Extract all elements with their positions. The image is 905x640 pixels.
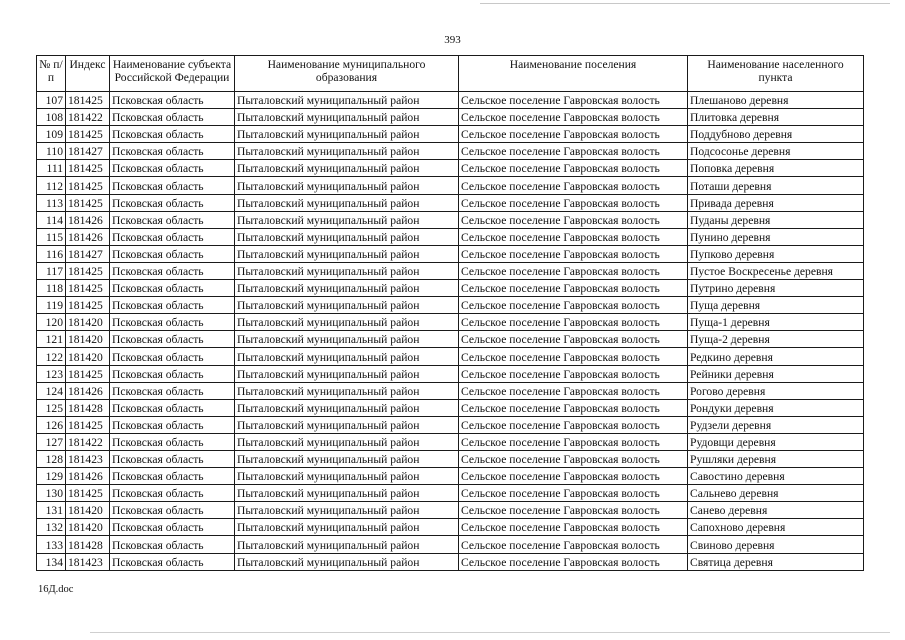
- page-number: 393: [444, 34, 461, 46]
- cell-subject: Псковская область: [110, 399, 235, 416]
- table-row: [37, 450, 864, 467]
- cell-settlement: Сельское поселение Гавровская волость: [459, 536, 688, 553]
- scan-artifact-bottom: [90, 632, 890, 633]
- cell-subject: Псковская область: [110, 160, 235, 177]
- table-row: [37, 92, 864, 109]
- cell-locality: Рогово деревня: [688, 382, 864, 399]
- cell-index: 181427: [66, 245, 110, 262]
- cell-settlement: Сельское поселение Гавровская волость: [459, 160, 688, 177]
- file-name: 16Д.doc: [38, 584, 74, 595]
- cell-subject: Псковская область: [110, 485, 235, 502]
- table-row: [37, 280, 864, 297]
- cell-locality: Пуща деревня: [688, 297, 864, 314]
- cell-subject: Псковская область: [110, 245, 235, 262]
- cell-municipality: Пыталовский муниципальный район: [235, 416, 459, 433]
- table-row: [37, 245, 864, 262]
- cell-index: 181423: [66, 553, 110, 570]
- cell-index: 181425: [66, 485, 110, 502]
- cell-subject: Псковская область: [110, 297, 235, 314]
- cell-locality: Поддубново деревня: [688, 126, 864, 143]
- cell-settlement: Сельское поселение Гавровская волость: [459, 450, 688, 467]
- cell-municipality: Пыталовский муниципальный район: [235, 314, 459, 331]
- cell-locality: Савостино деревня: [688, 468, 864, 485]
- cell-settlement: Сельское поселение Гавровская волость: [459, 468, 688, 485]
- cell-number: 107: [37, 92, 66, 109]
- cell-subject: Псковская область: [110, 450, 235, 467]
- table-row: [37, 177, 864, 194]
- table-row: [37, 348, 864, 365]
- table-row: [37, 433, 864, 450]
- cell-municipality: Пыталовский муниципальный район: [235, 92, 459, 109]
- cell-settlement: Сельское поселение Гавровская волость: [459, 433, 688, 450]
- cell-municipality: Пыталовский муниципальный район: [235, 519, 459, 536]
- cell-subject: Псковская область: [110, 519, 235, 536]
- cell-municipality: Пыталовский муниципальный район: [235, 365, 459, 382]
- cell-subject: Псковская область: [110, 416, 235, 433]
- cell-number: 123: [37, 365, 66, 382]
- cell-index: 181427: [66, 143, 110, 160]
- cell-settlement: Сельское поселение Гавровская волость: [459, 109, 688, 126]
- cell-number: 128: [37, 450, 66, 467]
- cell-index: 181420: [66, 348, 110, 365]
- cell-municipality: Пыталовский муниципальный район: [235, 143, 459, 160]
- cell-settlement: Сельское поселение Гавровская волость: [459, 416, 688, 433]
- table-body: [37, 92, 864, 571]
- cell-number: 118: [37, 280, 66, 297]
- cell-subject: Псковская область: [110, 348, 235, 365]
- header-settlement: Наименование поселения: [459, 56, 688, 92]
- cell-subject: Псковская область: [110, 228, 235, 245]
- cell-subject: Псковская область: [110, 109, 235, 126]
- table-row: [37, 468, 864, 485]
- cell-subject: Псковская область: [110, 468, 235, 485]
- cell-number: 129: [37, 468, 66, 485]
- header-index: Индекс: [66, 56, 110, 92]
- cell-index: 181426: [66, 468, 110, 485]
- table-row: [37, 519, 864, 536]
- cell-municipality: Пыталовский муниципальный район: [235, 553, 459, 570]
- cell-settlement: Сельское поселение Гавровская волость: [459, 331, 688, 348]
- cell-subject: Псковская область: [110, 92, 235, 109]
- cell-subject: Псковская область: [110, 262, 235, 279]
- cell-index: 181420: [66, 502, 110, 519]
- cell-subject: Псковская область: [110, 382, 235, 399]
- table-row: [37, 194, 864, 211]
- cell-locality: Рудовщи деревня: [688, 433, 864, 450]
- cell-number: 114: [37, 211, 66, 228]
- cell-index: 181425: [66, 177, 110, 194]
- cell-index: 181420: [66, 314, 110, 331]
- cell-index: 181423: [66, 450, 110, 467]
- cell-municipality: Пыталовский муниципальный район: [235, 536, 459, 553]
- cell-locality: Подсосонье деревня: [688, 143, 864, 160]
- cell-locality: Пуданы деревня: [688, 211, 864, 228]
- cell-settlement: Сельское поселение Гавровская волость: [459, 553, 688, 570]
- table-row: [37, 399, 864, 416]
- cell-number: 134: [37, 553, 66, 570]
- cell-subject: Псковская область: [110, 331, 235, 348]
- cell-index: 181426: [66, 228, 110, 245]
- cell-locality: Санево деревня: [688, 502, 864, 519]
- header-number: № п/п: [37, 56, 66, 92]
- cell-subject: Псковская область: [110, 126, 235, 143]
- cell-index: 181420: [66, 331, 110, 348]
- cell-number: 117: [37, 262, 66, 279]
- cell-locality: Рушляки деревня: [688, 450, 864, 467]
- cell-municipality: Пыталовский муниципальный район: [235, 297, 459, 314]
- cell-index: 181422: [66, 109, 110, 126]
- cell-municipality: Пыталовский муниципальный район: [235, 211, 459, 228]
- cell-settlement: Сельское поселение Гавровская волость: [459, 245, 688, 262]
- cell-number: 121: [37, 331, 66, 348]
- cell-settlement: Сельское поселение Гавровская волость: [459, 297, 688, 314]
- table-row: [37, 416, 864, 433]
- cell-number: 126: [37, 416, 66, 433]
- cell-index: 181425: [66, 416, 110, 433]
- cell-municipality: Пыталовский муниципальный район: [235, 194, 459, 211]
- header-subject: Наименование субъекта Российской Федерации: [110, 56, 235, 92]
- cell-index: 181426: [66, 211, 110, 228]
- table-row: [37, 126, 864, 143]
- cell-municipality: Пыталовский муниципальный район: [235, 177, 459, 194]
- cell-index: 181426: [66, 382, 110, 399]
- cell-subject: Псковская область: [110, 365, 235, 382]
- cell-number: 120: [37, 314, 66, 331]
- cell-settlement: Сельское поселение Гавровская волость: [459, 228, 688, 245]
- cell-municipality: Пыталовский муниципальный район: [235, 126, 459, 143]
- cell-locality: Сальнево деревня: [688, 485, 864, 502]
- cell-municipality: Пыталовский муниципальный район: [235, 109, 459, 126]
- table-row: [37, 143, 864, 160]
- cell-number: 115: [37, 228, 66, 245]
- cell-index: 181428: [66, 399, 110, 416]
- table-row: [37, 314, 864, 331]
- cell-municipality: Пыталовский муниципальный район: [235, 382, 459, 399]
- cell-municipality: Пыталовский муниципальный район: [235, 262, 459, 279]
- cell-settlement: Сельское поселение Гавровская волость: [459, 365, 688, 382]
- cell-locality: Редкино деревня: [688, 348, 864, 365]
- cell-number: 122: [37, 348, 66, 365]
- cell-number: 112: [37, 177, 66, 194]
- table-header-row: [37, 56, 864, 92]
- cell-locality: Рудзели деревня: [688, 416, 864, 433]
- cell-locality: Сапохново деревня: [688, 519, 864, 536]
- cell-index: 181425: [66, 280, 110, 297]
- cell-number: 116: [37, 245, 66, 262]
- header-municipality: Наименование муниципального образования: [235, 56, 459, 92]
- cell-index: 181425: [66, 92, 110, 109]
- cell-locality: Рондуки деревня: [688, 399, 864, 416]
- cell-settlement: Сельское поселение Гавровская волость: [459, 143, 688, 160]
- cell-municipality: Пыталовский муниципальный район: [235, 399, 459, 416]
- table-row: [37, 297, 864, 314]
- cell-subject: Псковская область: [110, 433, 235, 450]
- cell-settlement: Сельское поселение Гавровская волость: [459, 348, 688, 365]
- cell-municipality: Пыталовский муниципальный район: [235, 245, 459, 262]
- cell-subject: Псковская область: [110, 280, 235, 297]
- table-row: [37, 331, 864, 348]
- cell-municipality: Пыталовский муниципальный район: [235, 502, 459, 519]
- cell-locality: Свиново деревня: [688, 536, 864, 553]
- cell-subject: Псковская область: [110, 553, 235, 570]
- cell-subject: Псковская область: [110, 177, 235, 194]
- cell-index: 181422: [66, 433, 110, 450]
- cell-number: 127: [37, 433, 66, 450]
- cell-number: 111: [37, 160, 66, 177]
- table-row: [37, 553, 864, 570]
- cell-settlement: Сельское поселение Гавровская волость: [459, 502, 688, 519]
- table-row: [37, 228, 864, 245]
- cell-number: 131: [37, 502, 66, 519]
- cell-index: 181425: [66, 297, 110, 314]
- settlements-table: [36, 55, 864, 571]
- cell-number: 132: [37, 519, 66, 536]
- cell-settlement: Сельское поселение Гавровская волость: [459, 399, 688, 416]
- cell-index: 181420: [66, 519, 110, 536]
- cell-settlement: Сельское поселение Гавровская волость: [459, 211, 688, 228]
- cell-number: 108: [37, 109, 66, 126]
- table-row: [37, 485, 864, 502]
- cell-subject: Псковская область: [110, 211, 235, 228]
- cell-settlement: Сельское поселение Гавровская волость: [459, 485, 688, 502]
- table-row: [37, 211, 864, 228]
- cell-settlement: Сельское поселение Гавровская волость: [459, 382, 688, 399]
- cell-municipality: Пыталовский муниципальный район: [235, 331, 459, 348]
- cell-index: 181425: [66, 365, 110, 382]
- cell-locality: Плитовка деревня: [688, 109, 864, 126]
- cell-settlement: Сельское поселение Гавровская волость: [459, 177, 688, 194]
- cell-locality: Пунино деревня: [688, 228, 864, 245]
- table-row: [37, 109, 864, 126]
- cell-index: 181425: [66, 126, 110, 143]
- cell-locality: Привада деревня: [688, 194, 864, 211]
- cell-settlement: Сельское поселение Гавровская волость: [459, 194, 688, 211]
- cell-locality: Пустое Воскресенье деревня: [688, 262, 864, 279]
- cell-settlement: Сельское поселение Гавровская волость: [459, 280, 688, 297]
- table-row: [37, 160, 864, 177]
- cell-subject: Псковская область: [110, 502, 235, 519]
- cell-subject: Псковская область: [110, 194, 235, 211]
- table-row: [37, 365, 864, 382]
- cell-locality: Пупково деревня: [688, 245, 864, 262]
- cell-number: 133: [37, 536, 66, 553]
- cell-number: 109: [37, 126, 66, 143]
- cell-index: 181425: [66, 160, 110, 177]
- cell-municipality: Пыталовский муниципальный район: [235, 450, 459, 467]
- scan-artifact-top: [480, 3, 890, 4]
- cell-settlement: Сельское поселение Гавровская волость: [459, 92, 688, 109]
- cell-number: 125: [37, 399, 66, 416]
- cell-locality: Рейники деревня: [688, 365, 864, 382]
- cell-number: 119: [37, 297, 66, 314]
- cell-number: 113: [37, 194, 66, 211]
- cell-settlement: Сельское поселение Гавровская волость: [459, 519, 688, 536]
- table-row: [37, 536, 864, 553]
- cell-municipality: Пыталовский муниципальный район: [235, 468, 459, 485]
- cell-index: 181425: [66, 262, 110, 279]
- cell-number: 124: [37, 382, 66, 399]
- cell-index: 181425: [66, 194, 110, 211]
- cell-municipality: Пыталовский муниципальный район: [235, 160, 459, 177]
- cell-locality: Святица деревня: [688, 553, 864, 570]
- cell-locality: Пуща-2 деревня: [688, 331, 864, 348]
- cell-locality: Путрино деревня: [688, 280, 864, 297]
- cell-municipality: Пыталовский муниципальный район: [235, 280, 459, 297]
- cell-subject: Псковская область: [110, 143, 235, 160]
- cell-municipality: Пыталовский муниципальный район: [235, 228, 459, 245]
- cell-number: 130: [37, 485, 66, 502]
- cell-settlement: Сельское поселение Гавровская волость: [459, 126, 688, 143]
- cell-municipality: Пыталовский муниципальный район: [235, 433, 459, 450]
- cell-settlement: Сельское поселение Гавровская волость: [459, 262, 688, 279]
- cell-settlement: Сельское поселение Гавровская волость: [459, 314, 688, 331]
- cell-index: 181428: [66, 536, 110, 553]
- header-locality: Наименование населенного пункта: [688, 56, 864, 92]
- cell-municipality: Пыталовский муниципальный район: [235, 348, 459, 365]
- cell-locality: Плешаново деревня: [688, 92, 864, 109]
- cell-locality: Пуща-1 деревня: [688, 314, 864, 331]
- cell-subject: Псковская область: [110, 314, 235, 331]
- cell-number: 110: [37, 143, 66, 160]
- table-row: [37, 502, 864, 519]
- cell-locality: Поташи деревня: [688, 177, 864, 194]
- table-row: [37, 262, 864, 279]
- cell-locality: Поповка деревня: [688, 160, 864, 177]
- table-row: [37, 382, 864, 399]
- cell-subject: Псковская область: [110, 536, 235, 553]
- cell-municipality: Пыталовский муниципальный район: [235, 485, 459, 502]
